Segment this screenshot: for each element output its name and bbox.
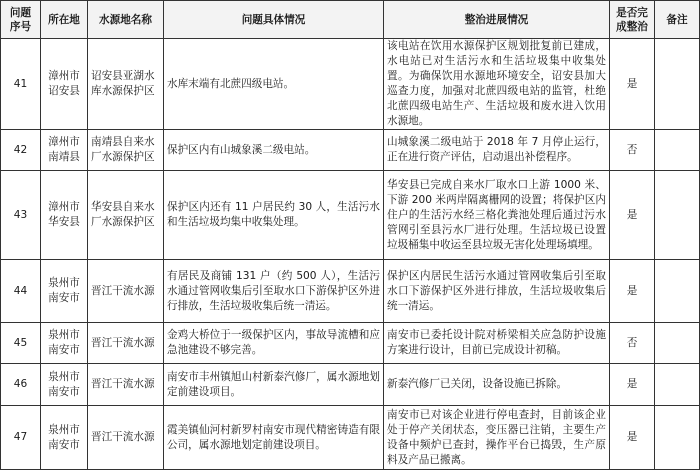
cell-location: 泉州市 南安市 [41, 364, 88, 406]
cell-done: 是 [610, 171, 655, 260]
cell-done: 否 [610, 323, 655, 364]
cell-note [655, 171, 700, 260]
cell-location: 泉州市 南安市 [41, 406, 88, 470]
cell-note [655, 260, 700, 323]
cell-location: 漳州市 南靖县 [41, 130, 88, 171]
cell-progress: 华安县已完成自来水厂取水口上游 1000 米、下游 200 米两岸隔离栅网的设置；将保护区内住户的生活污水经三格化粪池处理后通过污水管网引至县污水厂进行处理。生活垃圾已设置垃圾桶集中收运至县垃圾无害化处理场填埋。 [384, 171, 610, 260]
cell-note [655, 364, 700, 406]
cell-progress: 该电站在饮用水源保护区规划批复前已建成，水电站已对生活污水和生活垃圾集中收集处置。为确保饮用水源地环境安全，诏安县加大巡查力度，加强对北蔗四级电站的监管，杜绝北蔗四级电站生产、生活垃圾和废水进入饮用水源地。 [384, 39, 610, 130]
cell-note [655, 406, 700, 470]
cell-source-name: 晋江干流水源 [88, 260, 164, 323]
cell-progress: 保护区内居民生活污水通过管网收集后引至取水口下游保护区外进行排放，生活垃圾收集后统一清运。 [384, 260, 610, 323]
table-row [1, 260, 700, 323]
table-row [1, 364, 700, 406]
cell-progress: 南安市已委托设计院对桥梁相关应急防护设施方案进行设计，目前已完成设计初稿。 [384, 323, 610, 364]
cell-source-name: 诏安县亚湖水 库水源保护区 [88, 39, 164, 130]
cell-number: 47 [1, 406, 41, 470]
cell-progress: 新泰汽修厂已关闭，设备设施已拆除。 [384, 364, 610, 406]
cell-number: 46 [1, 364, 41, 406]
cell-note [655, 39, 700, 130]
cell-number: 45 [1, 323, 41, 364]
table-row [1, 130, 700, 171]
header-number: 问题 序号 [1, 1, 41, 39]
cell-source-name: 华安县自来水 厂水源保护区 [88, 171, 164, 260]
cell-note [655, 323, 700, 364]
cell-done: 是 [610, 364, 655, 406]
cell-issue: 金鸡大桥位于一级保护区内，事故导流槽和应急池建设不够完善。 [164, 323, 384, 364]
cell-issue: 保护区内有山城象溪二级电站。 [164, 130, 384, 171]
cell-location: 泉州市 南安市 [41, 260, 88, 323]
table-row [1, 171, 700, 260]
cell-location: 泉州市 南安市 [41, 323, 88, 364]
cell-issue: 霞美镇仙河村新罗村南安市现代精密铸造有限公司，属水源地划定前建设项目。 [164, 406, 384, 470]
cell-done: 是 [610, 260, 655, 323]
cell-done: 是 [610, 406, 655, 470]
cell-done: 否 [610, 130, 655, 171]
header-progress: 整治进展情况 [384, 1, 610, 39]
cell-source-name: 晋江干流水源 [88, 323, 164, 364]
cell-source-name: 南靖县自来水 厂水源保护区 [88, 130, 164, 171]
cell-source-name: 晋江干流水源 [88, 364, 164, 406]
cell-source-name: 晋江干流水源 [88, 406, 164, 470]
header-issue: 问题具体情况 [164, 1, 384, 39]
cell-location: 漳州市 华安县 [41, 171, 88, 260]
cell-number: 44 [1, 260, 41, 323]
cell-issue: 保护区内还有 11 户居民约 30 人，生活污水和生活垃圾均集中收集处理。 [164, 171, 384, 260]
table-header-row [1, 1, 700, 39]
table-row [1, 39, 700, 130]
cell-number: 42 [1, 130, 41, 171]
header-location: 所在地 [41, 1, 88, 39]
cell-done: 是 [610, 39, 655, 130]
cell-number: 41 [1, 39, 41, 130]
cell-progress: 山城象溪二级电站于 2018 年 7 月停止运行，正在进行资产评估，启动退出补偿程序。 [384, 130, 610, 171]
header-source-name: 水源地名称 [88, 1, 164, 39]
table-row [1, 323, 700, 364]
table-row [1, 406, 700, 470]
cell-location: 漳州市 诏安县 [41, 39, 88, 130]
cell-progress: 南安市已对该企业进行停电查封，目前该企业处于停产关闭状态，变压器已注销，主要生产设备中频炉已查封，操作平台已捣毁，生产原料及产品已搬离。 [384, 406, 610, 470]
cell-issue: 有居民及商铺 131 户（约 500 人），生活污水通过管网收集后引至取水口下游保护区外进行排放，生活垃圾收集后统一清运。 [164, 260, 384, 323]
cell-note [655, 130, 700, 171]
cell-number: 43 [1, 171, 41, 260]
header-note: 备注 [655, 1, 700, 39]
header-done: 是否完 成整治 [610, 1, 655, 39]
cell-issue: 南安市丰州镇旭山村新泰汽修厂，属水源地划定前建设项目。 [164, 364, 384, 406]
cell-issue: 水库末端有北蔗四级电站。 [164, 39, 384, 130]
